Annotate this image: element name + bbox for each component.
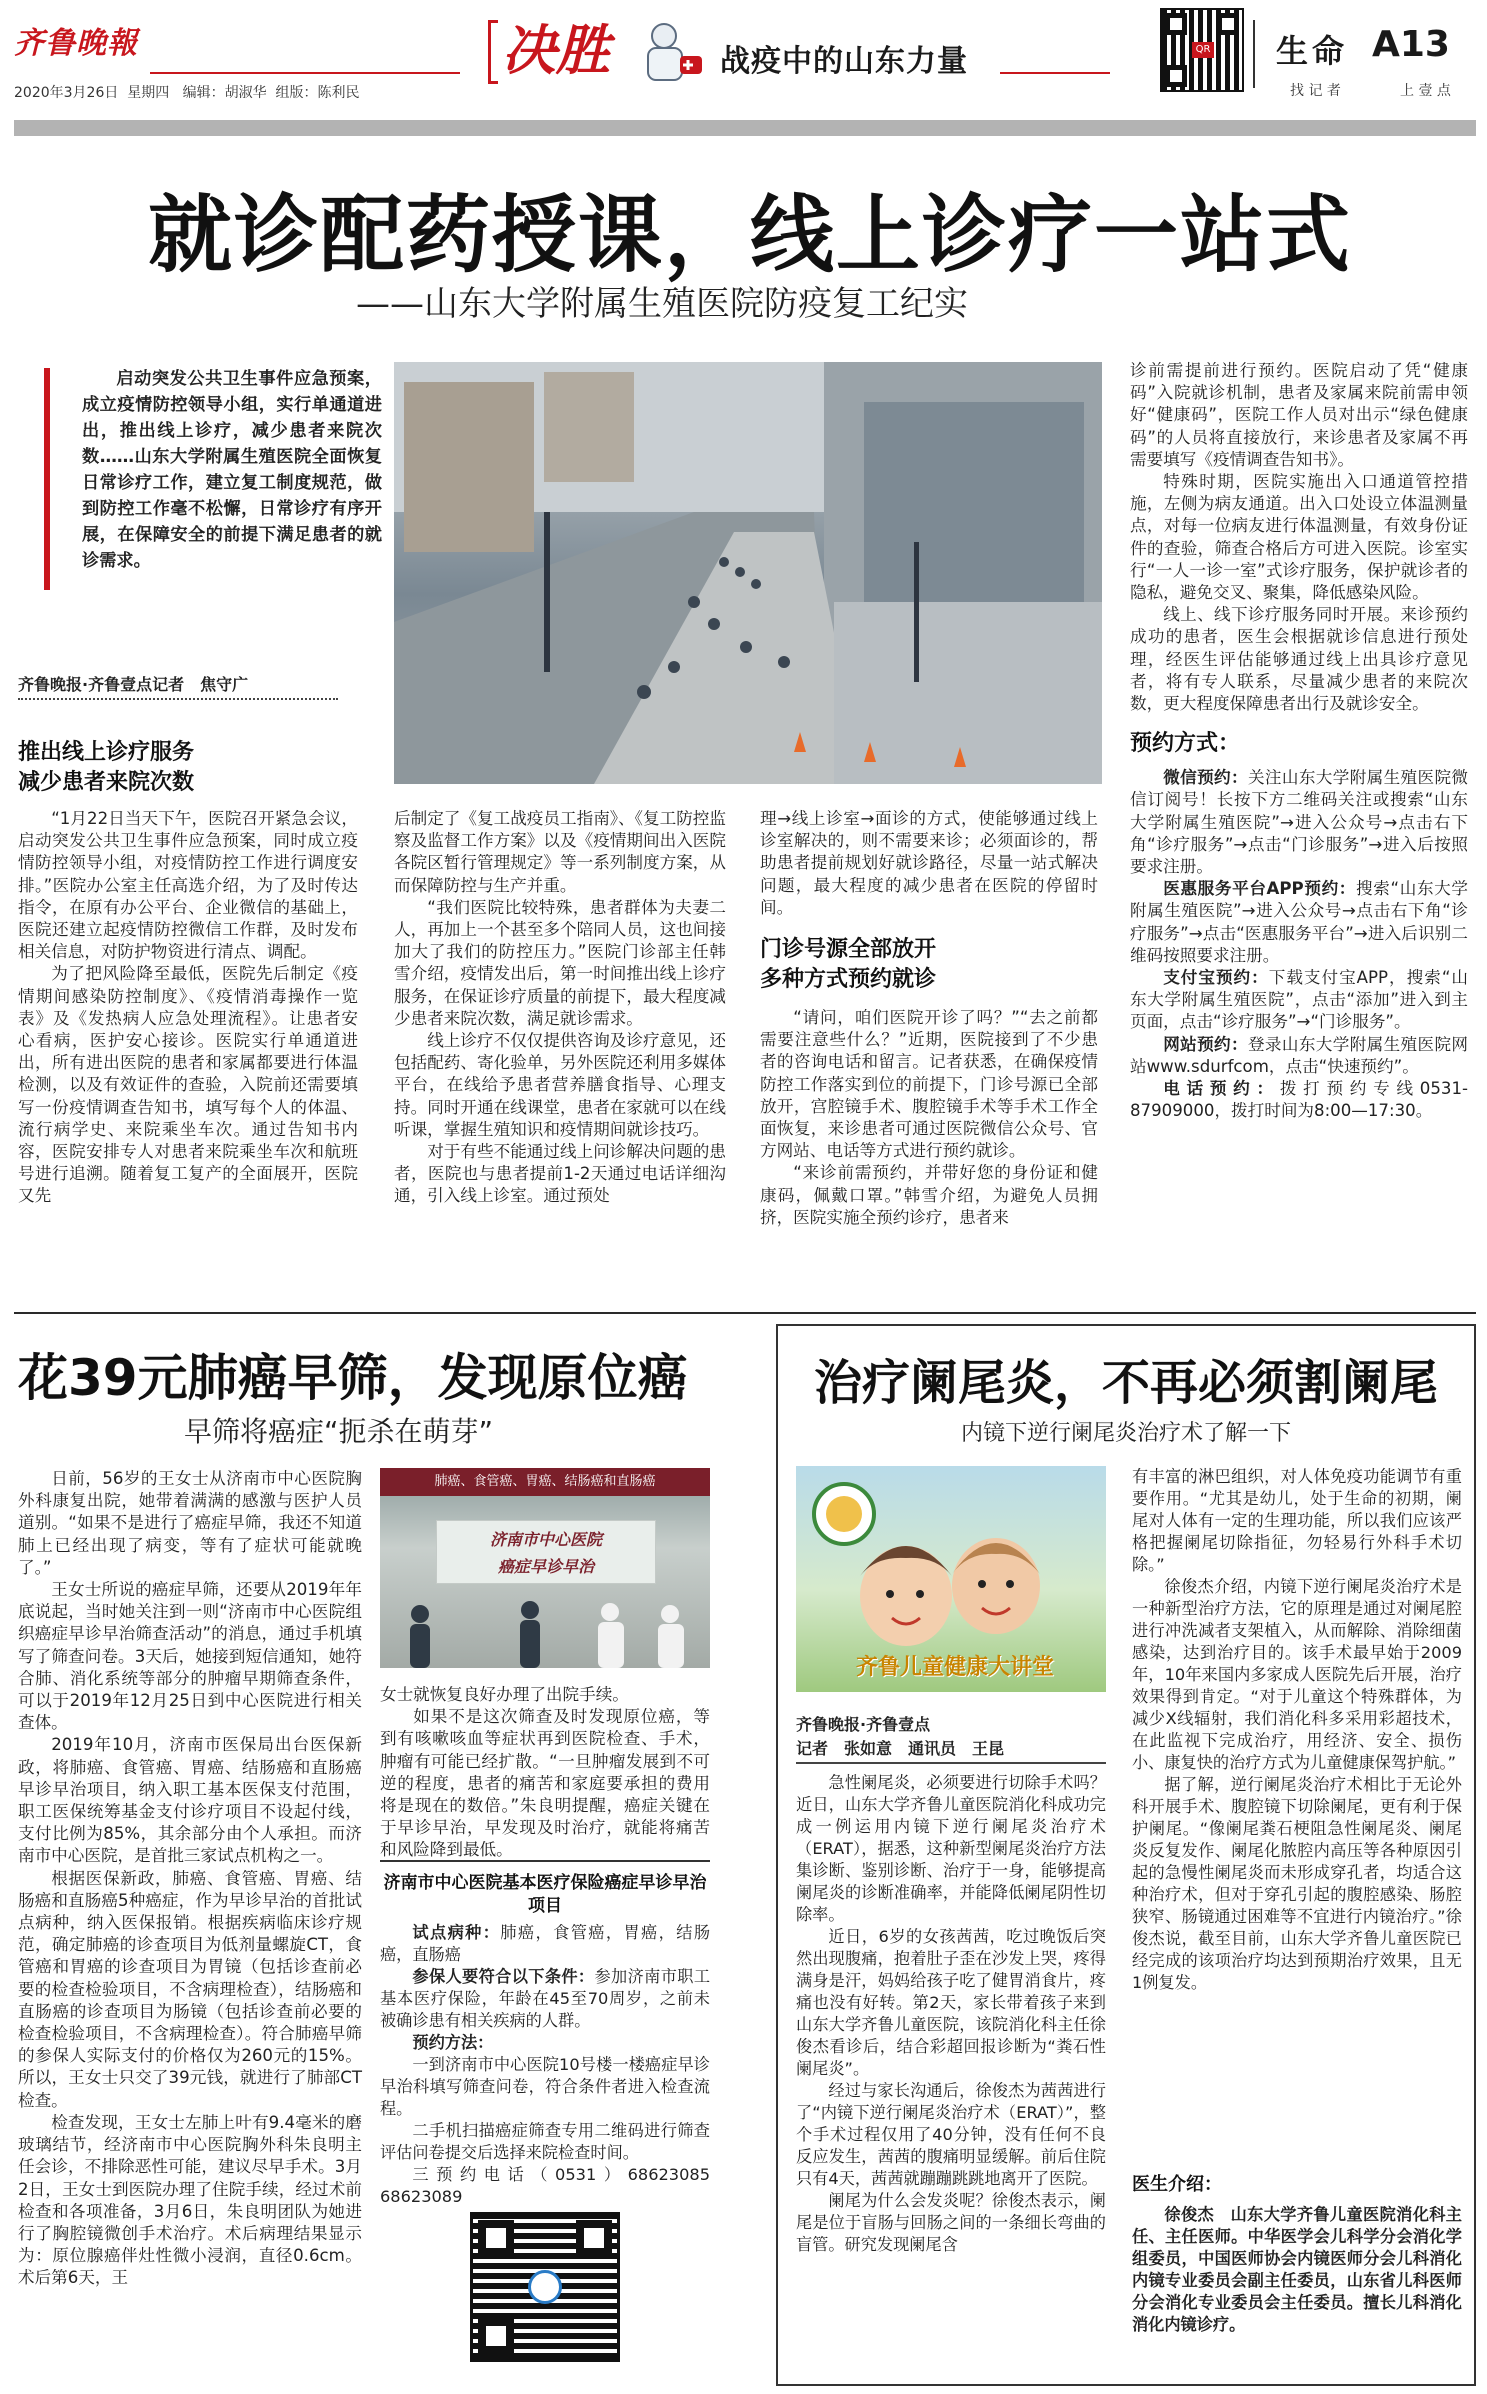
paragraph: “请问，咱们医院开诊了吗？”“去之前都需要注意些什么？”近期，医院接到了不少患者的咨询电话和留言。记者获悉，在确保疫情防控工作落实到位的前提下，门诊号源已全部放开，宫腔镜手术、腹腔镜手术等手术工作全面恢复，来诊患者可通过医院微信公众号、官方网站、电话等方式进行预约就诊。 [760, 1008, 1098, 1161]
paragraph: 线上、线下诊疗服务同时开展。来诊预约成功的患者，医生会根据就诊信息进行预处理，经医生评估能够通过线上出具诊疗意见者，将有专人联系，尽量减少患者的来院次数，更大程度保障患者出行及就诊安全。 [1130, 605, 1468, 714]
paragraph: 王女士所说的癌症早筛，还要从2019年年底说起，当时她关注到一则“济南市中心医院组织癌症早诊早治筛查活动”的消息，通过手机填写了筛查问卷。3天后，她接到短信通知，她符合肺、消化系统等部分的肿瘤早期筛查条件，可以于2019年12月25日到中心医院进行相关查体。 [18, 1580, 362, 1733]
booking-phone [1130, 1078, 1468, 1122]
weekday: 星期四 [127, 85, 170, 101]
paragraph: 如果不是这次筛查及时发现原位癌，等到有咳嗽咳血等症状再到医院检查、手术，肿瘤有可能已经扩散。“一旦肿瘤发展到不可逆的程度，患者的痛苦和家庭要承担的费用将是现在的数倍。”朱良明提醒，癌症关键在于早诊早治，早发现及时治疗，就能将痛苦和风险降到最低。 [380, 1707, 710, 1860]
paragraph: 女士就恢复良好办理了出院手续。 [380, 1685, 629, 1704]
article3-col2 [1132, 1466, 1462, 2166]
qr-finder-tr [1217, 13, 1239, 35]
qr-badge: QR [1192, 42, 1214, 58]
article2-col1 [18, 1468, 362, 2386]
masthead-logo: 齐鲁晚報 [14, 26, 138, 61]
paragraph: 理→线上诊室→面诊的方式，使能够通过线上诊室解决的，则不需要来诊；必须面诊的，帮助患者提前规划好就诊路径，尽量一站式解决问题，最大程度的减少患者在医院的停留时间。 [760, 809, 1098, 917]
booking-label: 支付宝预约： [1163, 968, 1269, 988]
paragraph: 线上诊疗不仅仅提供咨询及诊疗意见，还包括配药、寄化验单，另外医院还利用多媒体平台，在线给予患者营养膳食指导、心理支持。同时开通在线课堂，患者在家就可以在线听课，掌握生殖知识和疫情期间就诊技巧。 [394, 1031, 726, 1139]
qr-finder-tl [1165, 13, 1187, 35]
booking-label: 电话预约： [1163, 1079, 1280, 1099]
byline3-rule [796, 1762, 1106, 1764]
masthead-date-line [14, 82, 360, 102]
info-label: 试点病种： [412, 1923, 501, 1942]
date: 2020年3月26日 [14, 85, 119, 101]
info-step: 一到济南市中心医院10号楼一楼癌症早诊早治科填写筛查问卷，符合条件者进入检查流程。 [380, 2055, 710, 2118]
photo-sign-line1: 济南市中心医院 [489, 1530, 602, 1549]
paragraph: 近日，6岁的女孩茜茜，吃过晚饭后突然出现腹痛，抱着肚子歪在沙发上哭，疼得满身是汗，妈妈给孩子吃了健胃消食片，疼痛也没有好转。第2天，家长带着孩子来到山东大学齐鲁儿童医院，该院消化科主任徐俊杰看诊后，结合彩超回报诊断为“粪石性阑尾炎”。 [796, 1927, 1106, 2078]
hospital-entrance-photo [394, 362, 1102, 784]
article1-subhead: ——山东大学附属生殖医院防疫复工纪实 [356, 284, 968, 324]
section-divider [1253, 20, 1255, 88]
bracket-left [488, 20, 498, 84]
section-name: 生命 [1276, 32, 1349, 70]
article1-bottom-rule [14, 1312, 1476, 1314]
paragraph: 据了解，逆行阑尾炎治疗术相比于无论外科开展手术、腹腔镜下切除阑尾，更有利于保护阑尾。“像阑尾粪石梗阻急性阑尾炎、阑尾炎反复发作、阑尾化脓腔内高压等各种原因引起的急慢性阑尾炎而未形成穿孔者，均适合这种治疗术，但对于穿孔引起的腹腔感染、肠腔狭窄、肠镜通过困难等不宜进行内镜治疗。”徐俊杰说，截至目前，山东大学齐鲁儿童医院已经完成的该项治疗均达到预期治疗效果，且无1例复发。 [1132, 1775, 1462, 1992]
article2-col2 [380, 1684, 710, 1860]
article3-subhead: 内镜下逆行阑尾炎治疗术了解一下 [960, 1421, 1291, 1446]
info-box-body [380, 1922, 727, 2208]
article1-byline: 齐鲁晚报·齐鲁壹点记者 焦守广 [18, 675, 249, 694]
info-box-title: 济南市中心医院基本医疗保险癌症早诊早治项目 [383, 1873, 707, 1916]
info-label: 参保人要符合以下条件： [412, 1967, 595, 1986]
photo-banner: 肺癌、食管癌、胃癌、结肠癌和直肠癌 [380, 1468, 710, 1496]
info-step: 三预约电话（0531）68623085 68623089 [380, 2165, 727, 2206]
info-box [380, 1860, 727, 2206]
byline-rule [18, 698, 338, 700]
paragraph: “来诊前需预约，并带好您的身份证和健康码，佩戴口罩。”韩雪介绍，为避免人员拥挤，医院实施全预约诊疗，患者来 [760, 1163, 1098, 1227]
booking-text: 下载支付宝APP，搜索“山东大学附属生殖医院”，点击“添加”进入到主页面，点击“诊疗服务”→“门诊服务”。 [1130, 968, 1468, 1032]
contact-value: 上 壹 点 [1400, 83, 1451, 99]
booking-label: 医惠服务平台APP预约： [1163, 879, 1357, 899]
article2-subhead: 早筛将癌症“扼杀在萌芽” [184, 1415, 494, 1448]
banner-left-rule [150, 72, 460, 74]
article3-col1 [796, 1772, 1106, 2372]
booking-alipay [1130, 967, 1468, 1034]
paragraph: 根据医保新政，肺癌、食管癌、胃癌、结肠癌和直肠癌5种癌症，作为早诊早治的首批试点病种，纳入医保报销。根据疾病临床诊疗规范，确定肺癌的诊查项目为低剂量螺旋CT，食管癌和胃癌的诊查项目为胃镜（包括诊查前必要的检查检验项目，不含病理检查），结肠癌和直肠癌的诊查项目为肠镜（包括诊查前必要的检查检验项目，不含病理检查）。符合肺癌早筛的参保人实际支付的价格仅为260元的15%。所以，王女士只交了39元钱，就进行了肺部CT检查。 [18, 1868, 362, 2110]
banner-badge: 决胜 [502, 18, 610, 82]
paragraph: 特殊时期，医院实施出入口通道管控措施，左侧为病友通道。出入口处设立体温测量点，对每一位病友进行体温测量，有效身份证件的查验，筛查合格后方可进入医院。诊室实行“一人一诊一室”式诊疗服务，保护就诊者的隐私，避免交叉、聚集，降低感染风险。 [1130, 472, 1468, 603]
info-step: 二手机扫描癌症筛查专用二维码进行筛查评估问卷提交后选择来院检查时间。 [380, 2121, 710, 2162]
lead-accent-bar [44, 368, 50, 590]
qr-center-logo [528, 2270, 562, 2304]
qr-finder-bl [1165, 65, 1187, 87]
info-text: 参加济南市职工基本医疗保险，年龄在45至70周岁，之前未被确诊患有相关疾病的人群。 [380, 1967, 711, 2030]
paragraph: 为了把风险降至最低，医院先后制定《疫情期间感染防控制度》、《疫情消毒操作一览表》及《发热病人应急处理流程》。让患者安心看病，医护安心接诊。医院实行单通道进出，所有进出医院的患者和家属都要进行体温检测，以及有效证件的查验，入院前还需要填写一份疫情调查告知书，填写每个人的体温、流行病学史、来院乘坐车次。通过告知书内容，医院安排专人对患者来院乘坐车次和航班号进行追溯。随着复工复产的全面展开，医院又先 [18, 964, 358, 1206]
booking-label: 网站预约： [1163, 1034, 1248, 1054]
booking-wechat [1130, 767, 1468, 878]
screening-qr-code[interactable] [470, 2212, 620, 2362]
paragraph: 日前，56岁的王女士从济南市中心医院胸外科康复出院，她带着满满的感激与医护人员道别。“如果不是进行了癌症早筛，我还不知道肺上已经出现了病变，等有了症状可能就晚了。” [18, 1469, 362, 1577]
photo-sign [436, 1520, 656, 1584]
banner-title: 战疫中的山东力量 [720, 44, 968, 79]
paragraph: 阑尾为什么会发炎呢？徐俊杰表示，阑尾是位于盲肠与回肠之间的一条细长弯曲的盲管。研究发现阑尾含 [796, 2191, 1106, 2254]
doctor-intro-title: 医生介绍： [1132, 2174, 1222, 2195]
info-text: 肺癌，食管癌，胃癌，结肠癌，直肠癌 [380, 1923, 711, 1964]
paragraph: 2019年10月，济南市医保局出台医保新政，将肺癌、食管癌、胃癌、结肠癌和直肠癌早诊早治项目，纳入职工基本医保支付范围，职工医保统筹基金支付诊疗项目不设起付线，支付比例为85%，其余部分由个人承担。而济南市中心医院，是首批三家试点机构之一。 [18, 1735, 362, 1866]
article1-col4 [1130, 360, 1468, 1310]
paragraph: 后制定了《复工战疫员工指南》、《复工防控监察及监督工作方案》以及《疫情期间出入医院各院区暂行管理规定》等一系列制度方案，从而保障防控与生产并重。 [394, 809, 726, 895]
article3-byline2: 记者 张如意 通讯员 王昆 [796, 1739, 1005, 1758]
paragraph: “我们医院比较特殊，患者群体为夫妻二人，再加上一个甚至多个陪同人员，这也间接加大了我们的防控压力。”医院门诊部主任韩雪介绍，疫情发出后，第一时间推出线上诊疗服务，在保证诊疗质量的前提下，最大程度减少患者来院次数，满足就诊需求。 [394, 897, 726, 1028]
photo-caption: 齐鲁儿童健康大讲堂 [856, 1655, 1055, 1680]
hospital-scene-illustration [394, 362, 1102, 784]
booking-app [1130, 878, 1468, 967]
article1-headline: 就诊配药授课，线上诊疗一站式 [147, 186, 1352, 284]
paragraph: 徐俊杰介绍，内镜下逆行阑尾炎治疗术是一种新型治疗方法，它的原理是通过对阑尾腔进行冲洗减者支架植入，从而解除、消除细菌感染，达到治疗目的。该手术最早始于2009年，10年来国内多家成人医院先后开展，治疗效果得到肯定。“对于儿童这个特殊群体，为减少X线辐射，我们消化科多采用彩超技术，在此监视下完成治疗，用经济、安全、损伤小、康复快的治疗方式为儿童健康保驾护航。” [1132, 1577, 1462, 1772]
header-gray-bar [14, 120, 1476, 136]
paragraph: 急性阑尾炎，必须要进行切除手术吗？近日，山东大学齐鲁儿童医院消化科成功完成一例运用内镜下逆行阑尾炎治疗术（ERAT），据悉，这种新型阑尾炎治疗方法集诊断、鉴别诊断、治疗于一身，能够提高阑尾炎的诊断准确率，并能降低阑尾阴性切除率。 [796, 1773, 1106, 1924]
doctor-intro: 徐俊杰 山东大学齐鲁儿童医院消化科主任、主任医师。中华医学会儿科学分会消化学组委员，中国医师协会内镜医师分会儿科消化内镜专业委员会副主任委员，山东省儿科医师分会消化专业委员会主任委员。擅长儿科消化 消化内镜诊疗。 [1132, 2205, 1479, 2334]
booking-text: 搜索“山东大学附属生殖医院”→进入公众号→点击右下角“诊疗服务”→点击“医惠服务平台”→进入后识别二维码按照要求注册。 [1130, 879, 1468, 965]
qr-finder-tr [576, 2220, 612, 2256]
article2-headline: 花39元肺癌早筛，发现原位癌 [18, 1349, 688, 1407]
article1-lead: 启动突发公共卫生事件应急预案，成立疫情防控领导小组，实行单通道进出，推出线上诊疗，减少患者来院次数……山东大学附属生殖医院全面恢复日常诊疗工作，建立复工制度规范，做到防控工作毫不松懈，日常诊疗有序开展，在保障安全的前提下满足患者的就诊需求。 [82, 369, 382, 571]
paragraph: 诊前需提前进行预约。医院启动了凭“健康码”入院就诊机制，患者及家属来院前需申领好“健康码”，医院工作人员对出示“绿色健康码”的人员将直接放行，来诊患者及家属不再需要填写《疫情调查告知书》。 [1130, 361, 1468, 469]
banner-right-rule [1000, 72, 1110, 74]
editor: 编辑：胡淑华 [182, 85, 267, 101]
paragraph: “1月22日当天下午，医院召开紧急会议，启动突发公共卫生事件应急预案，同时成立疫情防控领导小组，对疫情防控工作进行调度安排。”医院办公室主任高选介绍，为了及时传达指令，在原有办公平台、企业微信的基础上，医院还建立起疫情防控微信工作群，及时发布相关信息，对防护物资进行清点、调配。 [18, 809, 358, 962]
booking-website [1130, 1034, 1468, 1078]
kids-lecture-photo [796, 1466, 1106, 1692]
info-method-title: 预约方法： [412, 2033, 494, 2052]
booking-text: 登录山东大学附属生殖医院网站www.sdurfcom，点击“快速预约”。 [1130, 1034, 1469, 1076]
paragraph: 检查发现，王女士左肺上叶有9.4毫米的磨玻璃结节，经济南市中心医院胸外科朱良明主任会诊，不排除恶性可能，建议尽早手术。3月2日，王女士到医院办理了住院手续，经过术前检查和各项准备，3月6日，朱良明团队为她进行了胸腔镜微创手术治疗。术后病理结果显示为：原位腺癌伴灶性微小浸润，直径0.6cm。术后第6天，王 [18, 2112, 362, 2288]
banner [488, 14, 998, 88]
designer: 组版：陈利民 [275, 85, 360, 101]
article3-byline1: 齐鲁晚报·齐鲁壹点 [796, 1715, 931, 1734]
page-number: A13 [1372, 24, 1450, 65]
paragraph: 经过与家长沟通后，徐俊杰为茜茜进行了“内镜下逆行阑尾炎治疗术（ERAT）”，整个手术过程仅用了40分钟，没有任何不良反应发生，茜茜的腹痛明显缓解。前后住院只有4天，茜茜就蹦蹦跳跳地离开了医院。 [796, 2081, 1106, 2188]
paragraph: 对于有些不能通过线上问诊解决问题的患者，医院也与患者提前1-2天通过电话详细沟通，引入线上诊室。通过预处 [394, 1142, 726, 1206]
booking-text: 拨打预约专线0531-87909000，拨打时间为8:00—17:30。 [1130, 1079, 1469, 1121]
photo-sign-line2: 癌症早诊早治 [497, 1557, 594, 1576]
subhead-registration: 门诊号源全部放开 多种方式预约就诊 [760, 937, 937, 993]
subhead-online-service: 推出线上诊疗服务 减少患者来院次数 [18, 740, 195, 795]
paragraph: 有丰富的淋巴组织，对人体免疫功能调节有重要作用。“尤其是幼儿，处于生命的初期，阑尾对人体有一定的生理功能，所以我们应该严格把握阑尾切除指征，勿轻易行外科手术切除。” [1132, 1467, 1462, 1574]
info-item-eligibility [380, 1966, 710, 2032]
contact-label: 找 记 者 [1290, 83, 1341, 99]
article3-headline: 治疗阑尾炎，不再必须割阑尾 [813, 1355, 1438, 1411]
section-qr-code[interactable] [1160, 8, 1244, 92]
subhead-booking-ways: 预约方式： [1130, 731, 1241, 757]
qr-finder-bl [478, 2318, 514, 2354]
medic-illustration [628, 18, 708, 84]
people-illustration [380, 1588, 710, 1668]
hospital-screening-photo [380, 1468, 710, 1668]
booking-label: 微信预约： [1163, 768, 1248, 788]
info-item-disease [380, 1922, 710, 1966]
qr-finder-tl [478, 2220, 514, 2256]
booking-text: 关注山东大学附属生殖医院微信订阅号！长按下方二维码关注或搜索“山东大学附属生殖医院”→进入公众号→点击右下角“诊疗服务”→点击“门诊服务”→进入后按照要求注册。 [1130, 768, 1469, 877]
